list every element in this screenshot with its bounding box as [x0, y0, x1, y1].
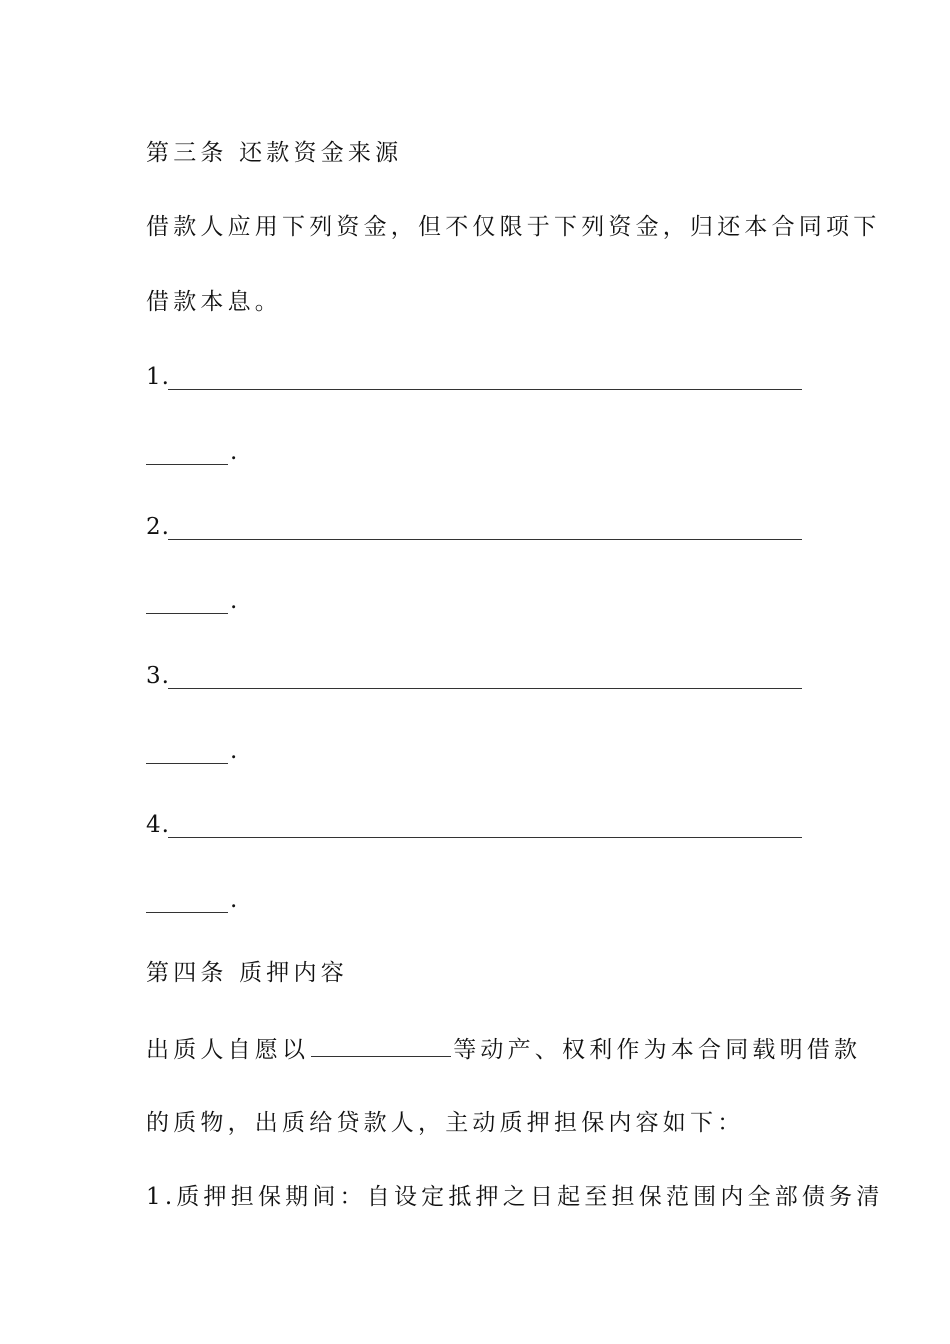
item-end-mark: .	[230, 588, 238, 614]
article4-paragraph-line1	[146, 1034, 861, 1065]
inline-blank-line	[311, 1034, 451, 1057]
article4-paragraph-line2: 的质物，出质给贷款人，主动质押担保内容如下：	[146, 1110, 745, 1136]
text-after-blank: 等动产、权利作为本合同载明借款	[453, 1037, 862, 1063]
item-number: 3.	[146, 663, 170, 689]
blank-line	[168, 688, 802, 689]
blank-line	[168, 539, 802, 540]
item-number: 1.	[146, 364, 170, 390]
fill-in-item-2-continuation	[146, 586, 246, 616]
item-end-mark: .	[230, 439, 238, 465]
item-end-mark: .	[230, 887, 238, 913]
article4-item-1: 1.质押担保期间：自设定抵押之日起至担保范围内全部债务清	[146, 1184, 884, 1210]
fill-in-item-2	[146, 512, 802, 542]
article3-paragraph-line1: 借款人应用下列资金，但不仅限于下列资金，归还本合同项下	[146, 214, 881, 240]
fill-in-item-4-continuation	[146, 885, 246, 915]
item-number: 4.	[146, 812, 170, 838]
blank-line	[168, 837, 802, 838]
article3-heading: 第三条 还款资金来源	[146, 140, 403, 166]
blank-line	[146, 763, 228, 764]
blank-line	[146, 464, 228, 465]
blank-line	[146, 912, 228, 913]
fill-in-item-4	[146, 810, 802, 840]
blank-line	[168, 389, 802, 390]
article4-heading: 第四条 质押内容	[146, 960, 348, 986]
item-end-mark: .	[230, 738, 238, 764]
fill-in-item-1-continuation	[146, 437, 246, 467]
fill-in-item-1	[146, 362, 802, 392]
fill-in-item-3-continuation	[146, 736, 246, 766]
blank-line	[146, 613, 228, 614]
fill-in-item-3	[146, 661, 802, 691]
item-number: 2.	[146, 514, 170, 540]
text-before-blank: 出质人自愿以	[146, 1037, 310, 1063]
article3-paragraph-line2: 借款本息。	[146, 289, 282, 315]
